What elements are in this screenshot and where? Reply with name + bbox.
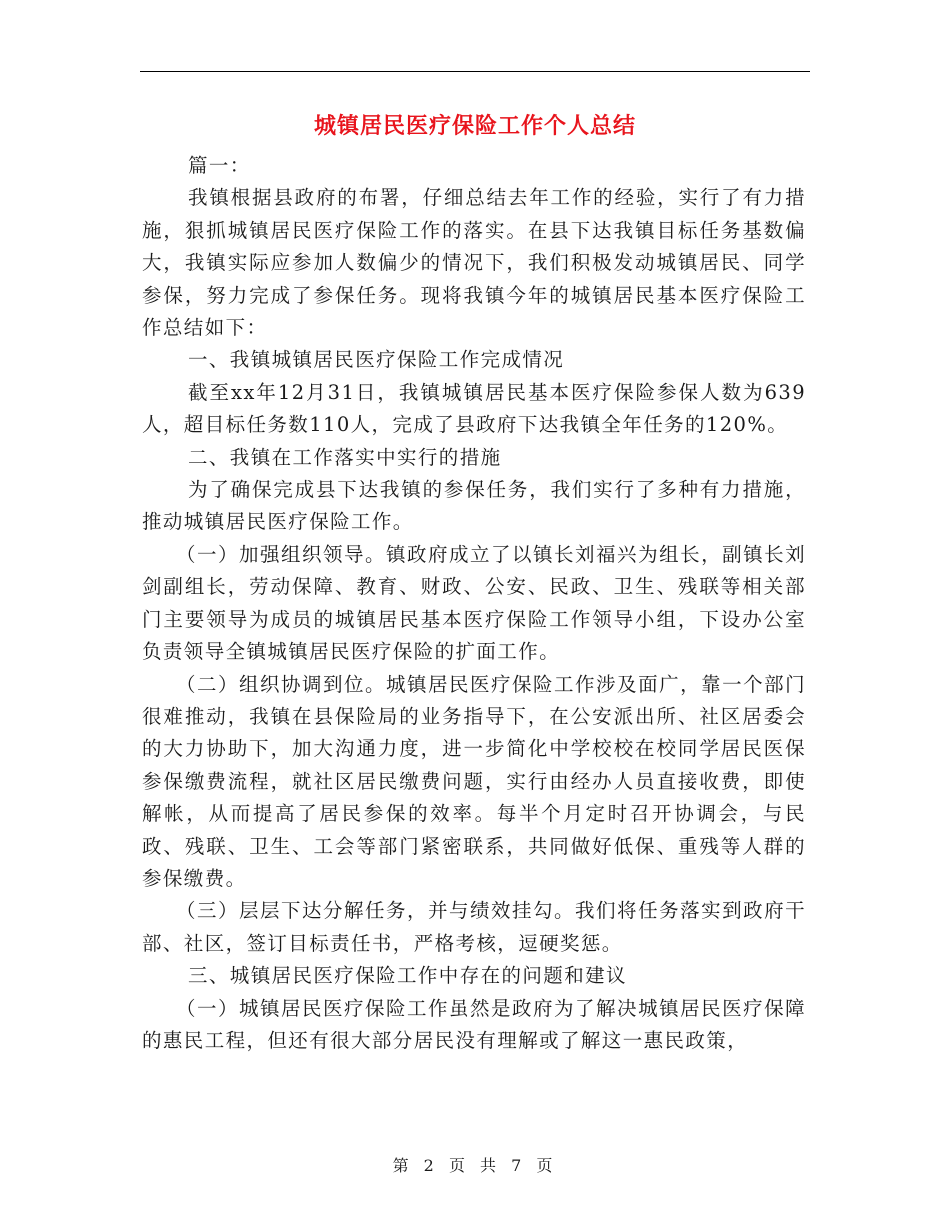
page-number-footer: 第 2 页 共 7 页 — [392, 1156, 558, 1175]
paragraph-section-label: 篇一： — [188, 154, 251, 177]
paragraph-measure-2: （二）组织协调到位。城镇居民医疗保险工作涉及面广，靠一个部门很难推动，我镇在县保险局的业务指导下，在公安派出所、社区居委会的大力协助下，加大沟通力度，进一步简化中学校校在校同学居民医保参保缴费流程，就社区居民缴费问题，实行由经办人员直接收费，即使解帐，从而提高了居民参保的效率。每半个月定时召开协调会，与民政、残联、卫生、工会等部门紧密联系，共同做好低保、重残等人群的参保缴费。 — [142, 672, 806, 890]
paragraph-measure-3: （三）层层下达分解任务，并与绩效挂勾。我们将任务落实到政府干部、社区，签订目标责任书，严格考核，逗硬奖惩。 — [142, 899, 806, 955]
paragraph-completion-stats: 截至xx年12月31日，我镇城镇居民基本医疗保险参保人数为639人，超目标任务数110人，完成了县政府下达我镇全年任务的120%。 — [142, 380, 806, 437]
heading-measures: 二、我镇在工作落实中实行的措施 — [188, 445, 502, 469]
paragraph-measures-intro: 为了确保完成县下达我镇的参保任务，我们实行了多种有力措施，推动城镇居民医疗保险工作。 — [142, 478, 806, 534]
paragraph-intro: 我镇根据县政府的布署，仔细总结去年工作的经验，实行了有力措施，狠抓城镇居民医疗保险工作的落实。在县下达我镇目标任务基数偏大，我镇实际应参加人数偏少的情况下，我们积极发动城镇居民、同学参保，努力完成了参保任务。现将我镇今年的城镇居民基本医疗保险工作总结如下： — [142, 186, 806, 340]
heading-problems: 三、城镇居民医疗保险工作中存在的问题和建议 — [188, 964, 627, 988]
paragraph-measure-1: （一）加强组织领导。镇政府成立了以镇长刘福兴为组长，副镇长刘剑副组长，劳动保障、教育、财政、公安、民政、卫生、残联等相关部门主要领导为成员的城镇居民基本医疗保险工作领导小组，下设办公室负责领导全镇城镇居民医疗保险的扩面工作。 — [142, 542, 806, 664]
heading-completion-status: 一、我镇城镇居民医疗保险工作完成情况 — [188, 348, 565, 372]
document-title: 城镇居民医疗保险工作个人总结 — [313, 113, 636, 139]
header-rule — [140, 71, 810, 72]
paragraph-problem-1: （一）城镇居民医疗保险工作虽然是政府为了解决城镇居民医疗保障的惠民工程，但还有很大部分居民没有理解或了解这一惠民政策， — [142, 996, 806, 1052]
document-body — [142, 150, 806, 1057]
